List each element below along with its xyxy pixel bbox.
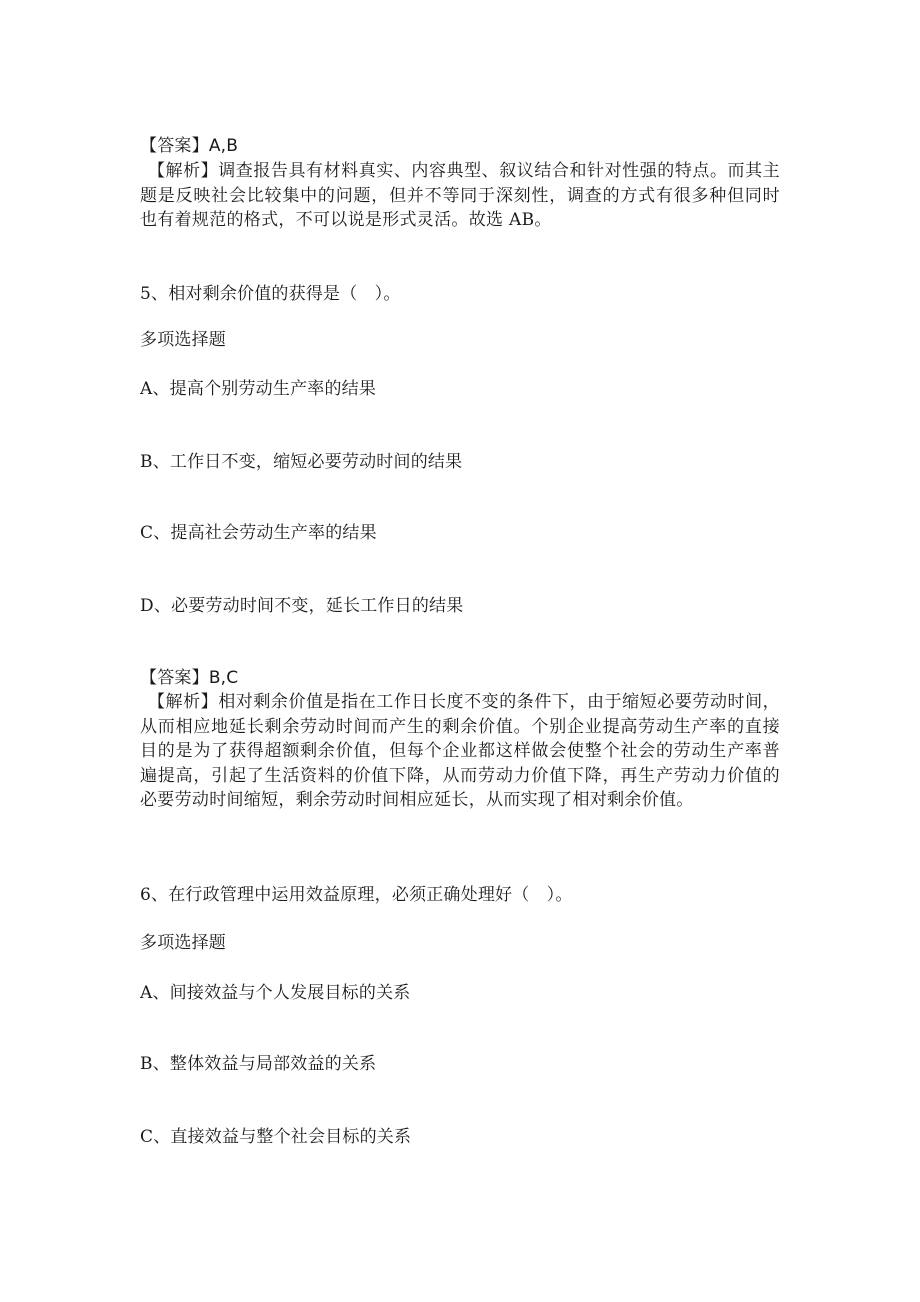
question-5-option-b: B、工作日不变，缩短必要劳动时间的结果 <box>140 452 463 472</box>
analysis-paragraph-5 <box>140 690 780 813</box>
analysis-text: 调查报告具有材料真实、内容典型、叙议结合和针对性强的特点。而其主题是反映社会比较集中的问题，但并不等同于深刻性，调查的方式有很多种但同时也有着规范的格式，不可以说是形式灵活。故选 AB。 <box>140 161 780 231</box>
question-6-stem: 6、在行政管理中运用效益原理，必须正确处理好（ ）。 <box>140 885 573 905</box>
question-5-option-d: D、必要劳动时间不变，延长工作日的结果 <box>140 596 464 616</box>
answer-line-5 <box>140 666 238 690</box>
question-6-option-b: B、整体效益与局部效益的关系 <box>140 1054 377 1074</box>
analysis-text: 相对剩余价值是指在工作日长度不变的条件下，由于缩短必要劳动时间，从而相应地延长剩余劳动时间而产生的剩余价值。个别企业提高劳动生产率的直接目的是为了获得超额剩余价值，但每个企业都这样做会使整个社会的劳动生产率普遍提高，引起了生活资料的价值下降，从而劳动力价值下降，再生产劳动力价值的必要劳动时间缩短，剩余劳动时间相应延长，从而实现了相对剩余价值。 <box>140 692 780 811</box>
question-6-option-c: C、直接效益与整个社会目标的关系 <box>140 1127 412 1147</box>
answer-value: A,B <box>208 136 239 156</box>
answer-line-1 <box>140 134 238 158</box>
analysis-paragraph-1 <box>140 159 780 233</box>
question-5-option-c: C、提高社会劳动生产率的结果 <box>140 523 377 543</box>
analysis-label: 【解析】 <box>148 161 219 181</box>
answer-label: 【答案】 <box>140 668 209 688</box>
question-5-stem: 5、相对剩余价值的获得是（ ）。 <box>140 284 401 304</box>
question-6-option-a: A、间接效益与个人发展目标的关系 <box>140 983 411 1003</box>
answer-label: 【答案】 <box>140 136 209 156</box>
answer-value: B,C <box>208 668 239 688</box>
analysis-label: 【解析】 <box>148 692 219 712</box>
question-5-option-a: A、提高个别劳动生产率的结果 <box>140 379 377 399</box>
question-6-type: 多项选择题 <box>140 933 226 953</box>
question-5-type: 多项选择题 <box>140 330 226 350</box>
